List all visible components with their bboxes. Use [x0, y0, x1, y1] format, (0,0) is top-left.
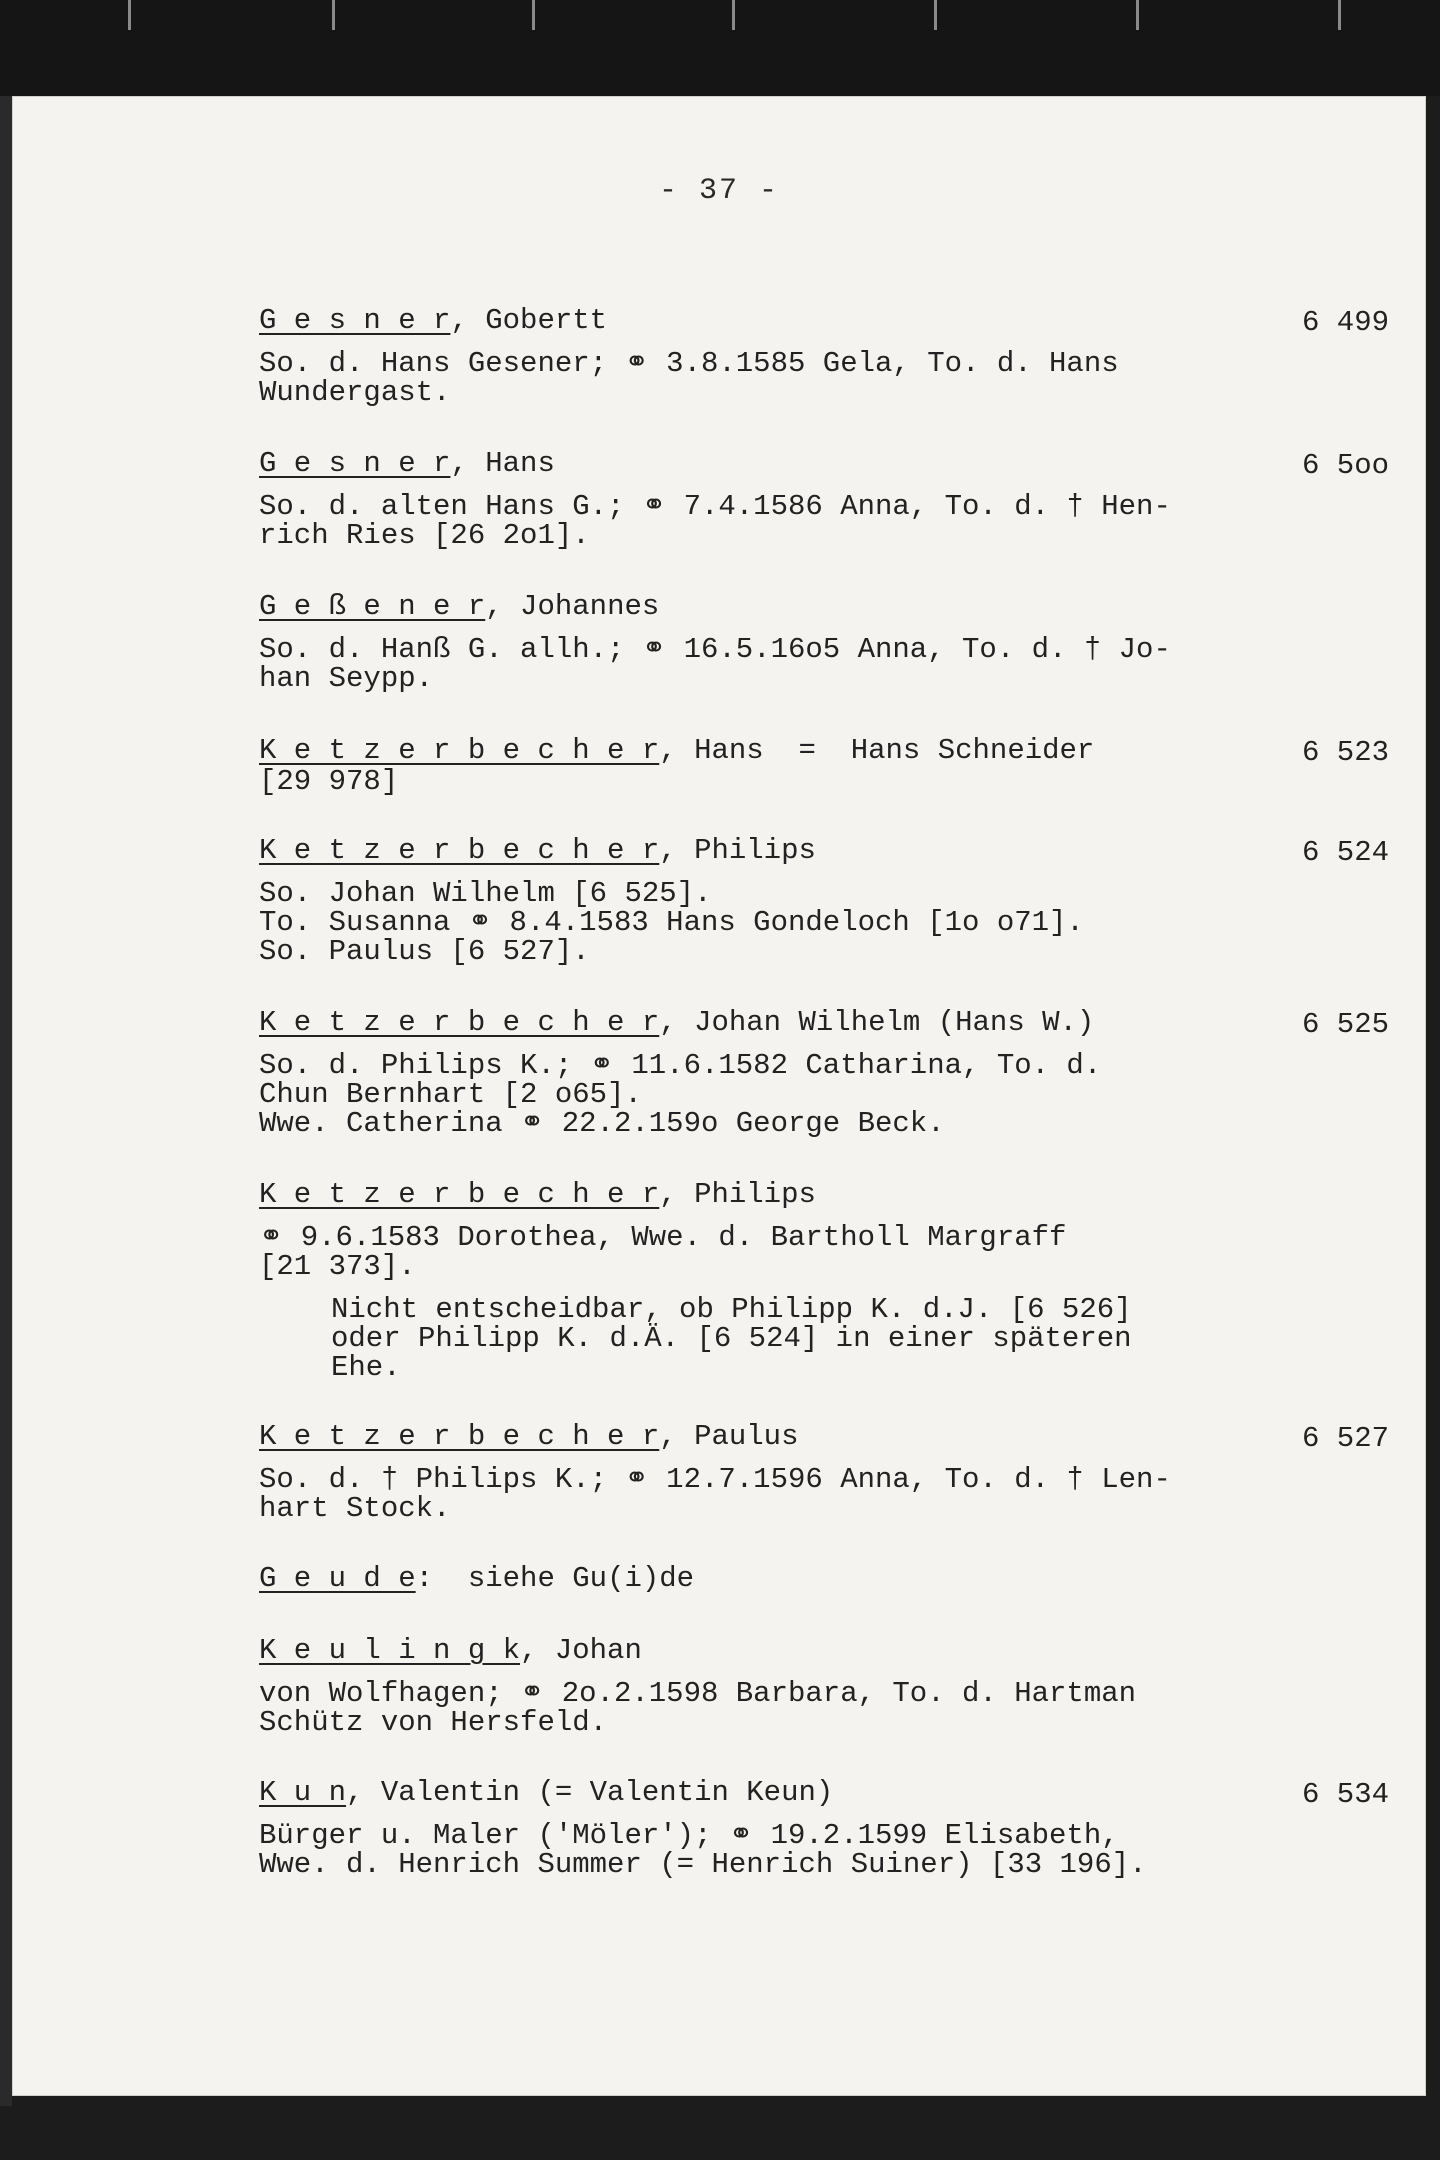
- entry-heading: K e t z e r b e c h e r, Philips: [259, 1178, 816, 1211]
- film-tick: [532, 0, 535, 30]
- entry-number: 6 525: [1301, 1008, 1389, 1041]
- entry-gesner-gobertt: [259, 306, 1389, 407]
- scan-left-edge: [0, 96, 12, 2106]
- film-tick: [1338, 0, 1341, 30]
- entry-gesner-hans: [259, 449, 1389, 550]
- entry-ketzerbecher-paulus: [259, 1422, 1389, 1523]
- entry-body: So. d. Hanß G. allh.; ⚭ 16.5.16o5 Anna, To. d. † Jo- han Seypp.: [259, 633, 1171, 695]
- surname: G e ß e n e r: [259, 590, 486, 623]
- entry-ketzerbecher-hans: [259, 736, 1389, 796]
- surname: G e s n e r: [259, 447, 451, 480]
- entry-number: 6 5oo: [1301, 449, 1389, 482]
- entry-heading: G e ß e n e r, Johannes: [259, 590, 660, 623]
- entry-kun-valentin: [259, 1778, 1389, 1879]
- entry-ketzerbecher-johan-wilhelm: [259, 1008, 1389, 1138]
- entry-heading: K e t z e r b e c h e r, Paulus: [259, 1420, 799, 1453]
- entry-ketzerbecher-philips: [259, 836, 1389, 966]
- entry-number: 6 527: [1301, 1422, 1389, 1455]
- surname: G e u d e: [259, 1562, 416, 1595]
- surname: K e t z e r b e c h e r: [259, 1420, 660, 1453]
- surname: G e s n e r: [259, 304, 451, 337]
- entry-heading: G e s n e r, Gobertt: [259, 304, 608, 337]
- surname: K e t z e r b e c h e r: [259, 1178, 660, 1211]
- surname: K e t z e r b e c h e r: [259, 834, 660, 867]
- entry-ketzerbecher-philips-2: [259, 1180, 1389, 1382]
- entry-body: Bürger u. Maler ('Möler'); ⚭ 19.2.1599 Elisabeth, Wwe. d. Henrich Summer (= Henrich Suiner) [33 196].: [259, 1819, 1147, 1881]
- film-tick: [332, 0, 335, 30]
- film-tick: [732, 0, 735, 30]
- entry-number: 6 534: [1301, 1778, 1389, 1811]
- surname: K e t z e r b e c h e r: [259, 1006, 660, 1039]
- entry-heading: G e s n e r, Hans: [259, 447, 555, 480]
- entry-body: So. d. alten Hans G.; ⚭ 7.4.1586 Anna, To. d. † Hen- rich Ries [26 2o1].: [259, 490, 1171, 552]
- film-tick: [1136, 0, 1139, 30]
- entry-body: So. d. † Philips K.; ⚭ 12.7.1596 Anna, To. d. † Len- hart Stock.: [259, 1463, 1171, 1525]
- entry-heading: G e u d e: siehe Gu(i)de: [259, 1562, 695, 1595]
- entry-body: So. d. Hans Gesener; ⚭ 3.8.1585 Gela, To. d. Hans Wundergast.: [259, 347, 1119, 409]
- entry-geude: [259, 1564, 1389, 1593]
- surname: K e t z e r b e c h e r: [259, 734, 660, 767]
- film-tick: [128, 0, 131, 30]
- document-page: [12, 96, 1426, 2096]
- film-tick: [934, 0, 937, 30]
- entry-heading: K e t z e r b e c h e r, Hans = Hans Schneider: [259, 734, 1095, 767]
- entry-body: So. d. Philips K.; ⚭ 11.6.1582 Catharina, To. d. Chun Bernhart [2 o65]. Wwe. Catherina ⚭ 22.2.159o George Beck.: [259, 1049, 1102, 1140]
- entry-number: 6 523: [1301, 736, 1389, 769]
- surname: K e u l i n g k: [259, 1634, 521, 1667]
- entry-keulingk-johan: [259, 1636, 1389, 1737]
- entry-body: von Wolfhagen; ⚭ 2o.2.1598 Barbara, To. d. Hartman Schütz von Hersfeld.: [259, 1677, 1137, 1739]
- entry-body: [29 978]: [259, 765, 399, 798]
- entry-body: ⚭ 9.6.1583 Dorothea, Wwe. d. Bartholl Margraff [21 373]. Nicht entscheidbar, ob Philipp K. d.J. [6 526] oder Philipp K. d.Ä. [6 524] in einer späteren Ehe.: [259, 1223, 1389, 1382]
- entry-note: Nicht entscheidbar, ob Philipp K. d.J. [6 526] oder Philipp K. d.Ä. [6 524] in einer späteren Ehe.: [331, 1293, 1132, 1384]
- entry-number: 6 524: [1301, 836, 1389, 869]
- entry-heading: K e u l i n g k, Johan: [259, 1634, 642, 1667]
- entry-heading: K e t z e r b e c h e r, Johan Wilhelm (Hans W.): [259, 1006, 1095, 1039]
- page-number: - 37 -: [658, 174, 780, 208]
- entry-gessener-johannes: [259, 592, 1389, 693]
- entry-number: 6 499: [1301, 306, 1389, 339]
- entry-heading: K e t z e r b e c h e r, Philips: [259, 834, 816, 867]
- film-top-strip: [0, 0, 1440, 96]
- entry-body: So. Johan Wilhelm [6 525]. To. Susanna ⚭ 8.4.1583 Hans Gondeloch [1o o71]. So. Paulus [6 527].: [259, 877, 1084, 968]
- surname: K u n: [259, 1776, 347, 1809]
- entry-heading: K u n, Valentin (= Valentin Keun): [259, 1776, 834, 1809]
